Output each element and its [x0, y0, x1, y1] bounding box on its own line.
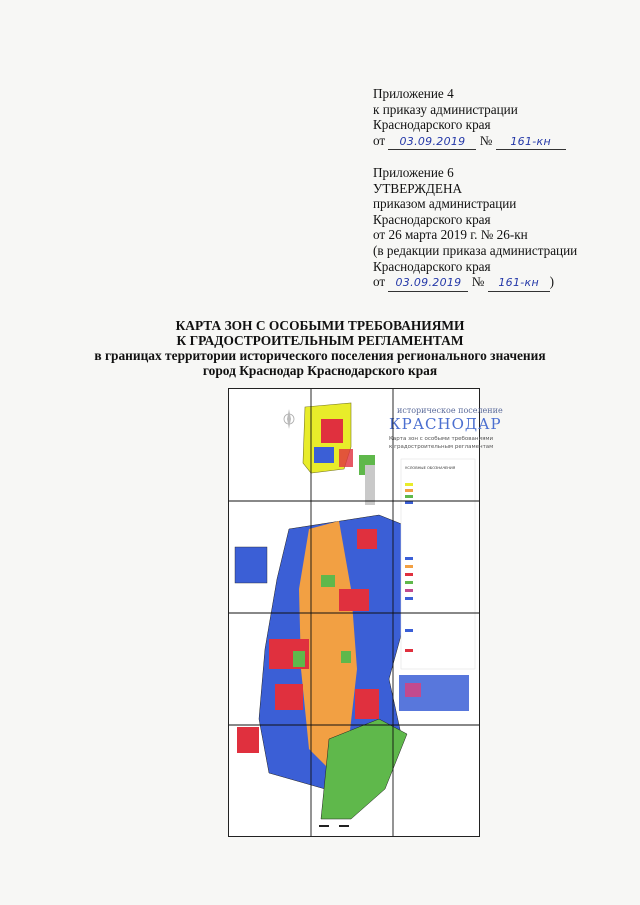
number-prefix: №: [471, 274, 485, 290]
appendix-6-region-line: Краснодарского края: [373, 211, 491, 227]
appendix-6-date-line: [373, 274, 577, 292]
handwritten-date: 03.09.2019: [388, 275, 468, 292]
map-subtitle-2: к градостроительным регламентам: [389, 444, 494, 450]
title-line-1: КАРТА ЗОН С ОСОБЫМИ ТРЕБОВАНИЯМИ: [175, 318, 465, 333]
north-arrow-icon: [284, 409, 294, 429]
closing-paren: ): [549, 274, 555, 290]
handwritten-date: 03.09.2019: [388, 134, 476, 151]
title-line-4: город Краснодар Краснодарского края: [202, 363, 438, 378]
appendix-4-date-line: [373, 133, 566, 151]
map-heading-big: КРАСНОДАР: [389, 415, 502, 433]
appendix-6-order-line: приказом администрации: [373, 196, 517, 212]
number-prefix: №: [479, 132, 493, 148]
title-line-3: в границах территории исторического поселения регионального значения: [94, 348, 546, 363]
appendix-6-block: [373, 165, 577, 292]
legend-title: УСЛОВНЫЕ ОБОЗНАЧЕНИЯ: [405, 466, 456, 470]
approved-label: УТВЕРЖДЕНА: [373, 180, 463, 196]
appendix-4-region-line: Краснодарского края: [373, 117, 491, 133]
scale-bar: [319, 825, 359, 827]
appendix-6-original-date: от 26 марта 2019 г. № 26-кн: [373, 227, 528, 243]
map-subtitle-1: Карта зон с особыми требованиями: [389, 436, 494, 442]
appendix-4-block: [373, 86, 566, 150]
appendix-6-title: Приложение 6: [373, 165, 454, 180]
map-legend: [401, 459, 475, 669]
north-yellow-zone: [303, 403, 375, 505]
handwritten-number: 161-кн: [488, 275, 550, 292]
zone-map-graphic: [229, 389, 503, 836]
title-line-2: К ГРАДОСТРОИТЕЛЬНЫМ РЕГЛАМЕНТАМ: [176, 333, 464, 348]
date-prefix: от: [373, 274, 386, 290]
document-title: [0, 318, 640, 378]
date-prefix: от: [373, 132, 386, 148]
appendix-4-order-line: к приказу администрации: [373, 101, 518, 117]
map-heading-small: историческое поселение: [397, 406, 503, 415]
appendix-4-title: Приложение 4: [373, 86, 454, 101]
handwritten-number: 161-кн: [496, 134, 566, 151]
zone-map: [228, 388, 503, 837]
appendix-6-edition-line: (в редакции приказа администрации: [373, 242, 578, 258]
appendix-6-region-line-2: Краснодарского края: [373, 258, 491, 274]
